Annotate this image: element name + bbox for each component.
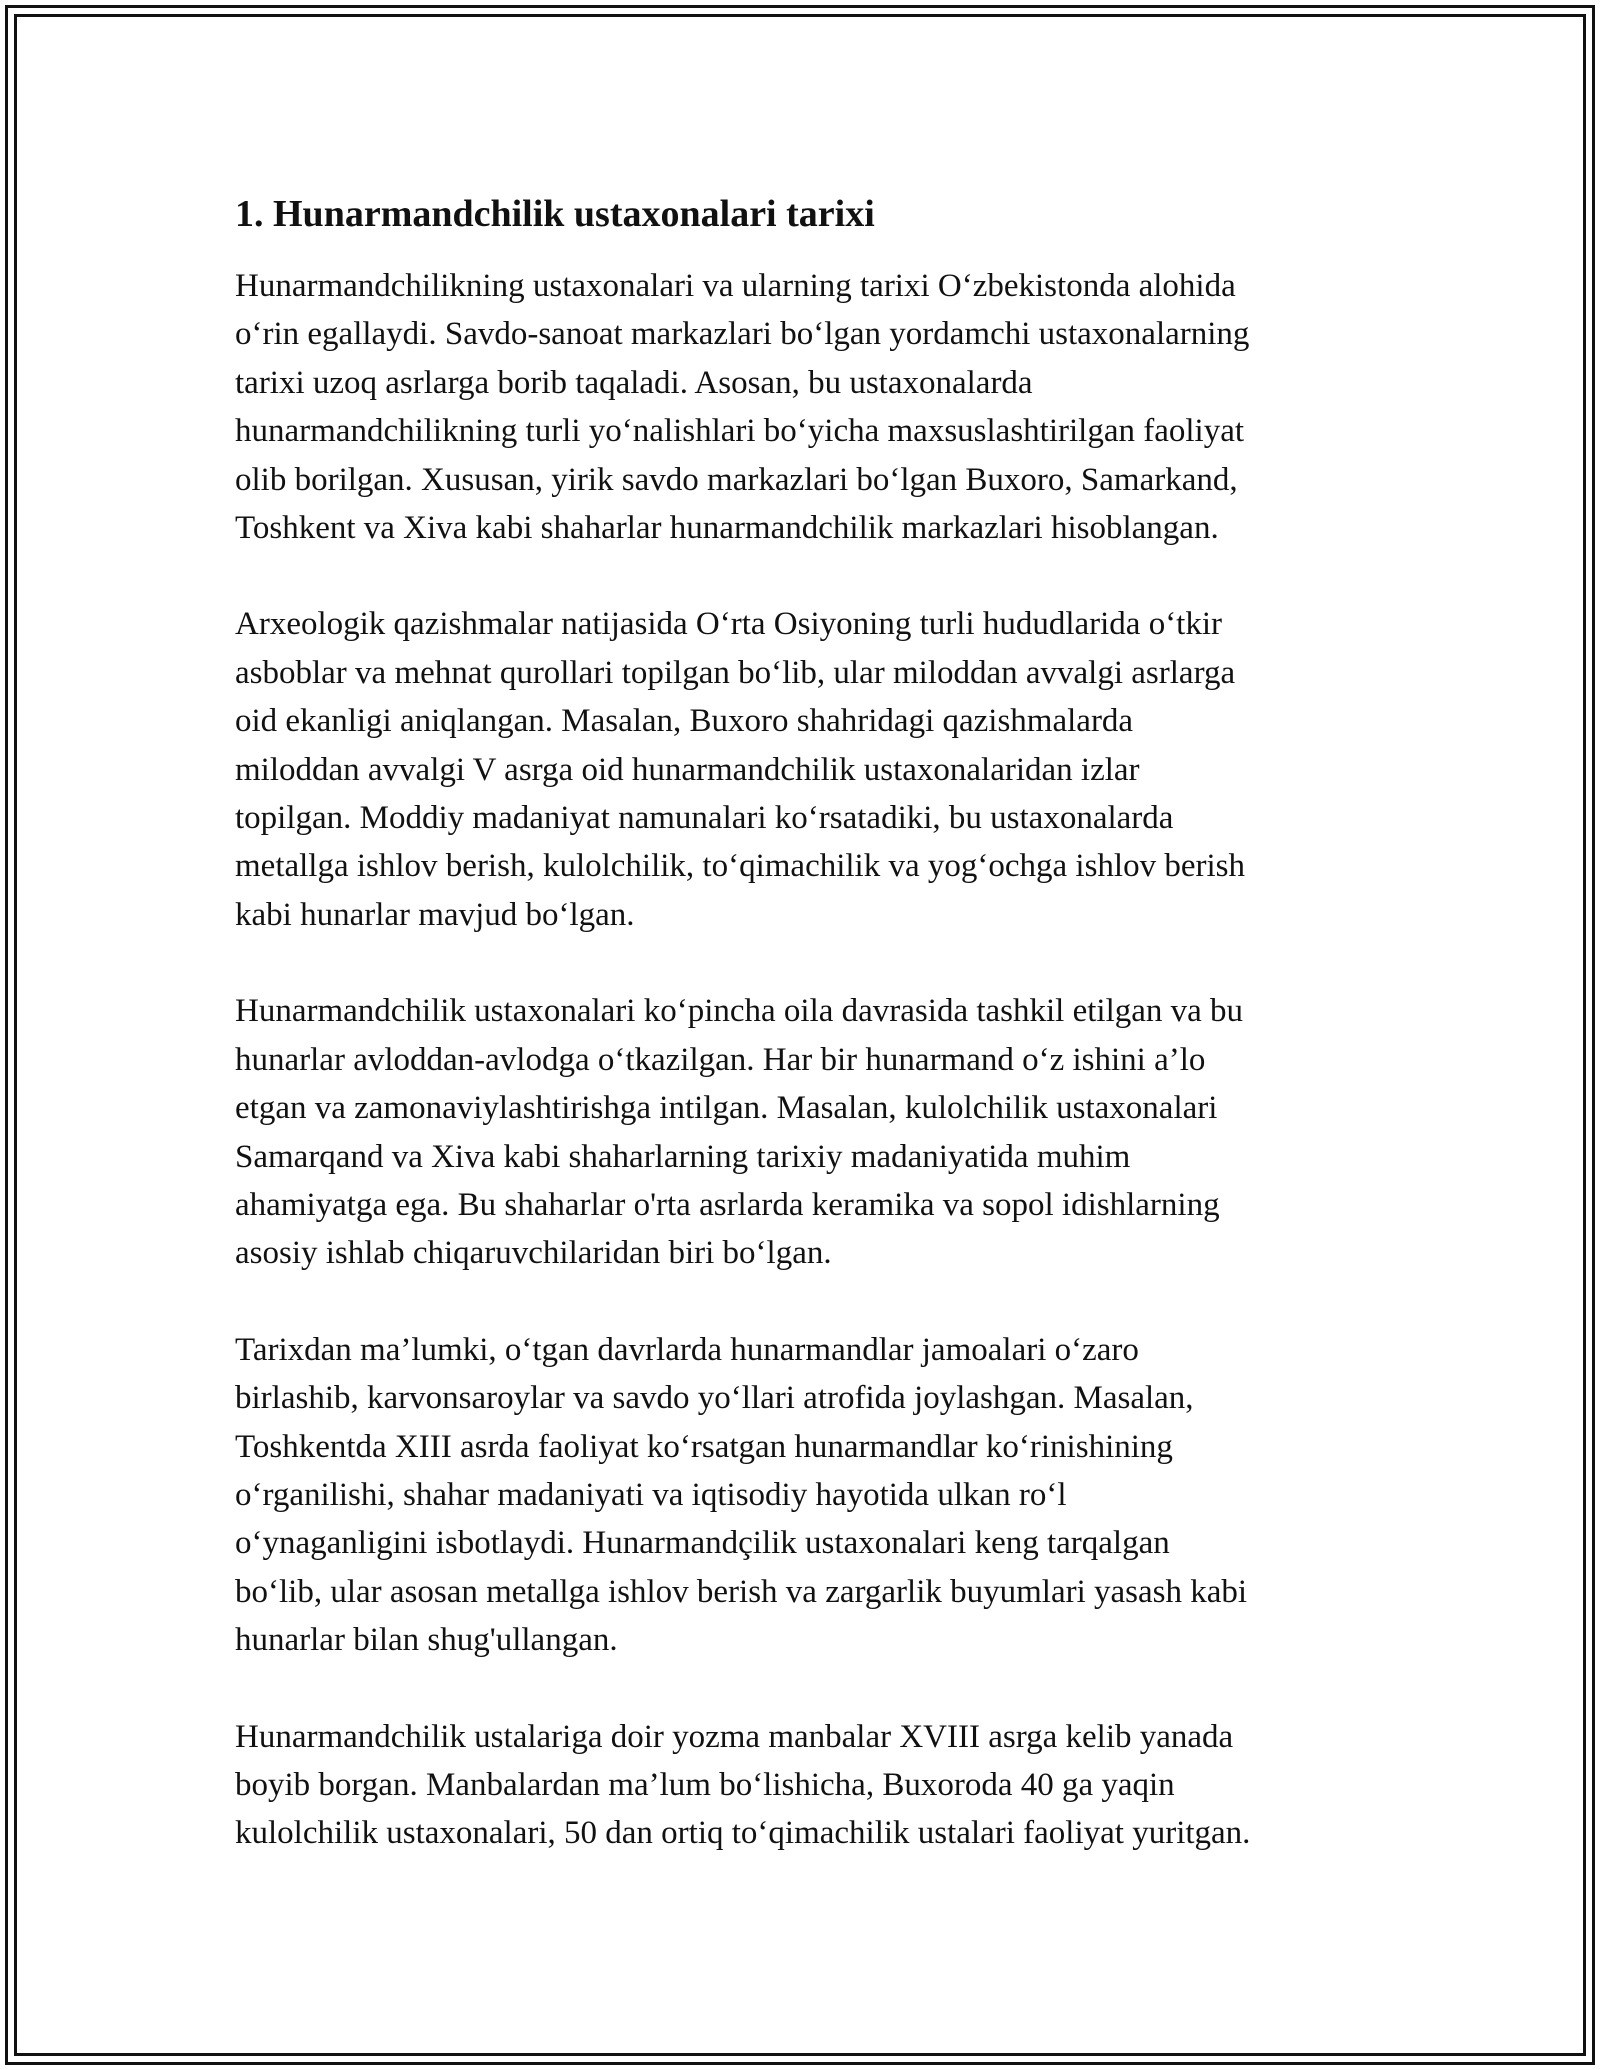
paragraph-2: Arxeologik qazishmalar natijasida O‘rta Osiyoning turli hududlarida o‘tkir asboblar va mehnat qurollari topilgan bo‘lib, ular miloddan avvalgi asrlarga oid ekanligi aniqlangan. Masalan, Buxoro shahridagi qazishmalarda miloddan avvalgi V asrga oid hunarmandchilik ustaxonalaridan izlar topilgan. Moddiy madaniyat namunalari ko‘rsatadiki, bu ustaxonalarda metallga ishlov berish, kulolchilik, to‘qimachilik va yog‘ochga ishlov berish kabi hunarlar mavjud bo‘lgan. xyxy=(235,606,1245,933)
section-heading: 1. Hunarmandchilik ustaxonalari tarixi xyxy=(235,193,875,235)
paragraph-5: Hunarmandchilik ustalariga doir yozma manbalar XVIII asrga kelib yanada boyib borgan. Manbalardan ma’lum bo‘lishicha, Buxoroda 40 ga yaqin kulolchilik ustaxonalari, 50 dan ortiq to‘qimachilik ustalari faoliyat yuritgan. xyxy=(235,1718,1251,1852)
paragraph-1: Hunarmandchilikning ustaxonalari va ularning tarixi O‘zbekistonda alohida o‘rin egallaydi. Savdo-sanoat markazlari bo‘lgan yordamchi ustaxonalarning tarixi uzoq asrlarga borib taqaladi. Asosan, bu ustaxonalarda hunarmandchilikning turli yo‘nalishlari bo‘yicha maxsuslashtirilgan faoliyat olib borilgan. Xususan, yirik savdo markazlari bo‘lgan Buxoro, Samarkand, Toshkent va Xiva kabi shaharlar hunarmandchilik markazlari hisoblangan. xyxy=(235,268,1250,547)
paragraph-4: Tarixdan ma’lumki, o‘tgan davrlarda hunarmandlar jamoalari o‘zaro birlashib, karvonsaroylar va savdo yo‘llari atrofida joylashgan. Masalan, Toshkentda XIII asrda faoliyat ko‘rsatgan hunarmandlar ko‘rinishining o‘rganilishi, shahar madaniyati va iqtisodiy hayotida ulkan ro‘l o‘ynaganligini isbotlaydi. Hunarmandçilik ustaxonalari keng tarqalgan bo‘lib, ular asosan metallga ishlov berish va zargarlik buyumlari yasash kabi hunarlar bilan shug'ullangan. xyxy=(235,1331,1248,1659)
document-body xyxy=(235,188,1385,1906)
paragraph-3: Hunarmandchilik ustaxonalari ko‘pincha oila davrasida tashkil etilgan va bu hunarlar avloddan-avlodga o‘tkazilgan. Har bir hunarmand o‘z ishini a’lo etgan va zamonaviylashtirishga intilgan. Masalan, kulolchilik ustaxonalari Samarqand va Xiva kabi shaharlarning tarixiy madaniyatida muhim ahamiyatga ega. Bu shaharlar o'rta asrlarda keramika va sopol idishlarning asosiy ishlab chiqaruvchilaridan biri bo‘lgan. xyxy=(235,993,1244,1272)
